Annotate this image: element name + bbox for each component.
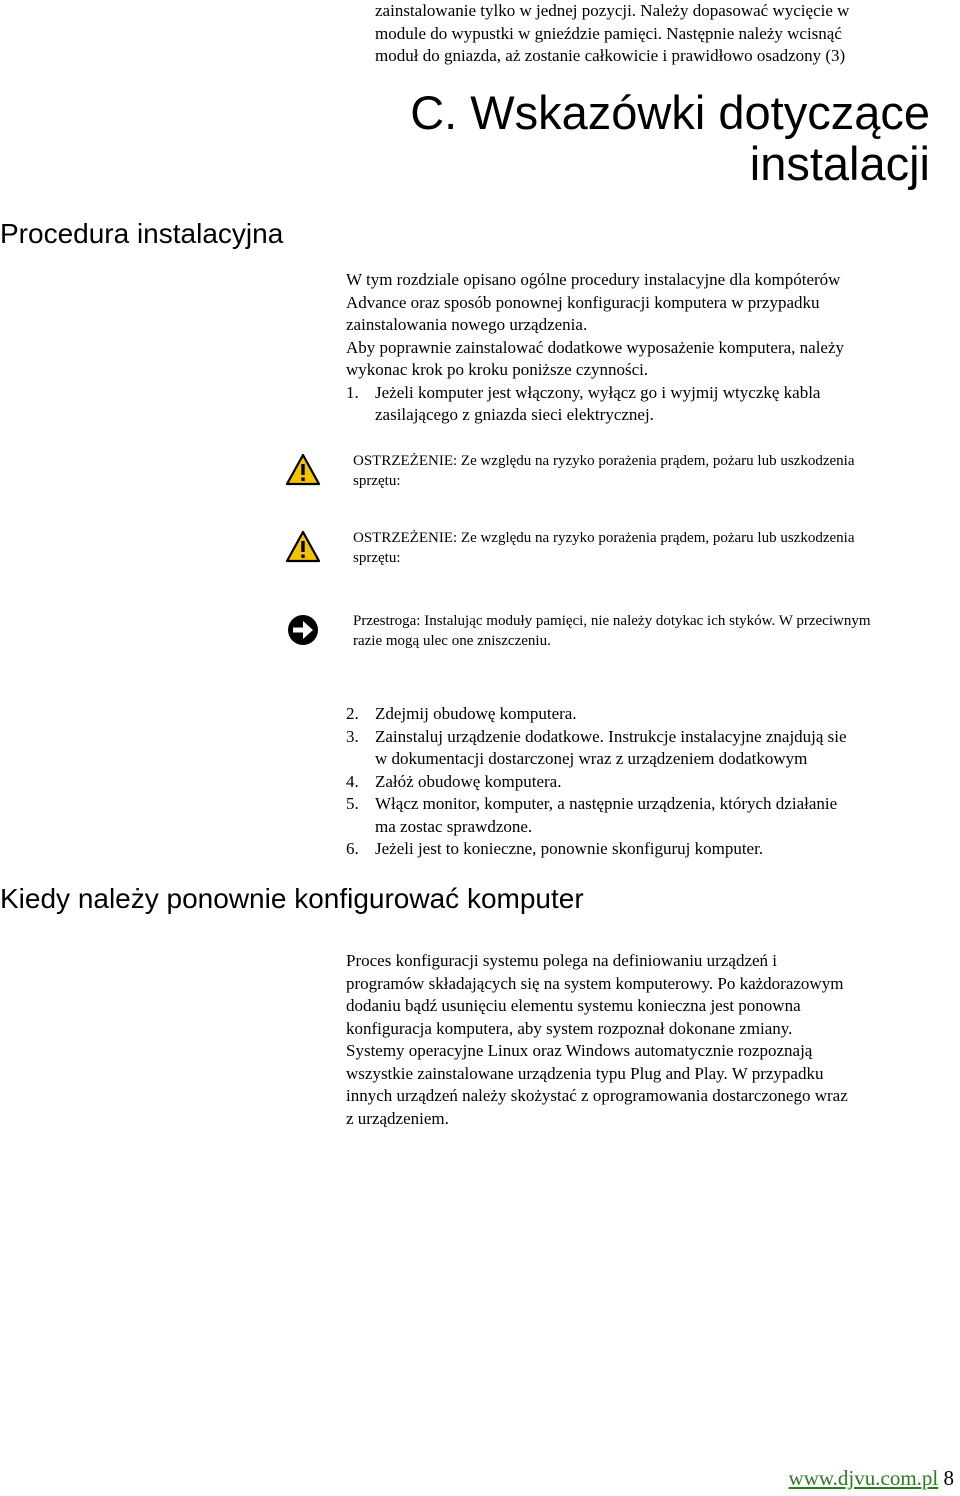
notice-text: Przestroga: Instalując moduły pamięci, nie należy dotykac ich styków. W przeciwnym [353,613,871,629]
footer-link[interactable]: www.djvu.com.pl [788,1466,939,1490]
step-number: 6. [346,839,359,858]
step-item [346,793,958,838]
notice-text: sprzętu: [353,549,401,566]
warning-notice [285,452,945,491]
step-number: 2. [346,704,359,723]
section-heading [370,87,930,189]
step-number: 1. [346,382,359,402]
step-number: 4. [346,771,359,791]
notice-text: sprzętu: [353,472,401,489]
text-line: konfiguracja komputera, aby system rozpoznał dokonane zmiany. [346,1018,793,1038]
notice-text: OSTRZEŻENIE: Ze względu na ryzyko porażenia prądem, pożaru lub uszkodzenia [353,530,855,546]
page-number: 8 [943,1466,954,1490]
intro-continued-text [375,0,955,68]
procedure-heading: Procedura instalacyjna [0,218,284,249]
warning-notice [285,529,945,568]
step-item [346,726,958,771]
caution-arrow-icon [285,612,321,648]
text-line: Advance oraz sposób ponownej konfiguracji komputera w przypadku [346,292,820,312]
text-line: module do wypustki w gnieździe pamięci. Następnie należy wcisnąć [375,23,842,43]
steps-list [346,703,958,861]
text-line: dodaniu bądź usunięciu elementu systemu konieczna jest ponowna [346,996,801,1015]
text-line: Aby poprawnie zainstalować dodatkowe wyposażenie komputera, należy [346,337,845,357]
heading-line: instalacji [749,137,930,190]
text-line: wykonac krok po kroku poniższe czynności. [346,360,649,379]
step-text: zasilającego z gniazda sieci elektrycznej. [375,405,654,424]
text-line: z urządzeniem. [346,1108,449,1128]
step-text: Jeżeli komputer jest włączony, wyłącz go i wyjmij wtyczkę kabla [375,382,821,402]
page-footer [789,1465,954,1491]
text-line: W tym rozdziale opisano ogólne procedury instalacyjne dla kompóterów [346,270,841,289]
step-item [346,382,958,427]
text-line: wszystkie zainstalowane urządzenia typu Plug and Play. W przypadku [346,1063,824,1083]
step-item [346,703,958,726]
text-line: programów składających się na system komputerowy. Po każdorazowym [346,973,844,993]
step-text: Załóż obudowę komputera. [375,771,562,791]
step-text: Włącz monitor, komputer, a następnie urządzenia, których działanie [375,794,838,813]
step-number: 5. [346,794,359,813]
text-line: moduł do gniazda, aż zostanie całkowicie i prawidłowo osadzony (3) [375,46,846,65]
step-text: Zdejmij obudowę komputera. [375,704,577,723]
step-text: Zainstaluj urządzenie dodatkowe. Instrukcje instalacyjne znajdują sie [375,726,847,746]
reconfig-paragraph [346,950,958,1130]
step-item [346,771,958,794]
step-number: 3. [346,726,359,746]
notice-text: OSTRZEŻENIE: Ze względu na ryzyko porażenia prądem, pożaru lub uszkodzenia [353,453,855,469]
text-line: zainstalowania nowego urządzenia. [346,315,588,334]
text-line: innych urządzeń należy skożystać z oprogramowania dostarczonego wraz [346,1086,848,1105]
caution-notice [285,612,945,651]
text-line: Proces konfiguracji systemu polega na definiowaniu urządzeń i [346,951,778,970]
heading-line: C. Wskazówki dotyczące [410,86,930,139]
notice-text: razie mogą ulec one zniszczeniu. [353,632,551,649]
text-line: Systemy operacyjne Linux oraz Windows automatycznie rozpoznają [346,1041,813,1060]
warning-triangle-icon [285,452,321,488]
step-text: ma zostac sprawdzone. [375,816,533,836]
step-text: w dokumentacji dostarczonej wraz z urządzeniem dodatkowym [375,749,808,768]
step-item [346,838,958,861]
step-text: Jeżeli jest to konieczne, ponownie skonfiguruj komputer. [375,839,764,858]
intro-paragraph [346,269,958,427]
warning-triangle-icon [285,529,321,565]
text-line: zainstalowanie tylko w jednej pozycji. Należy dopasować wycięcie w [375,1,850,20]
reconfig-heading: Kiedy należy ponownie konfigurować komputer [0,883,584,914]
